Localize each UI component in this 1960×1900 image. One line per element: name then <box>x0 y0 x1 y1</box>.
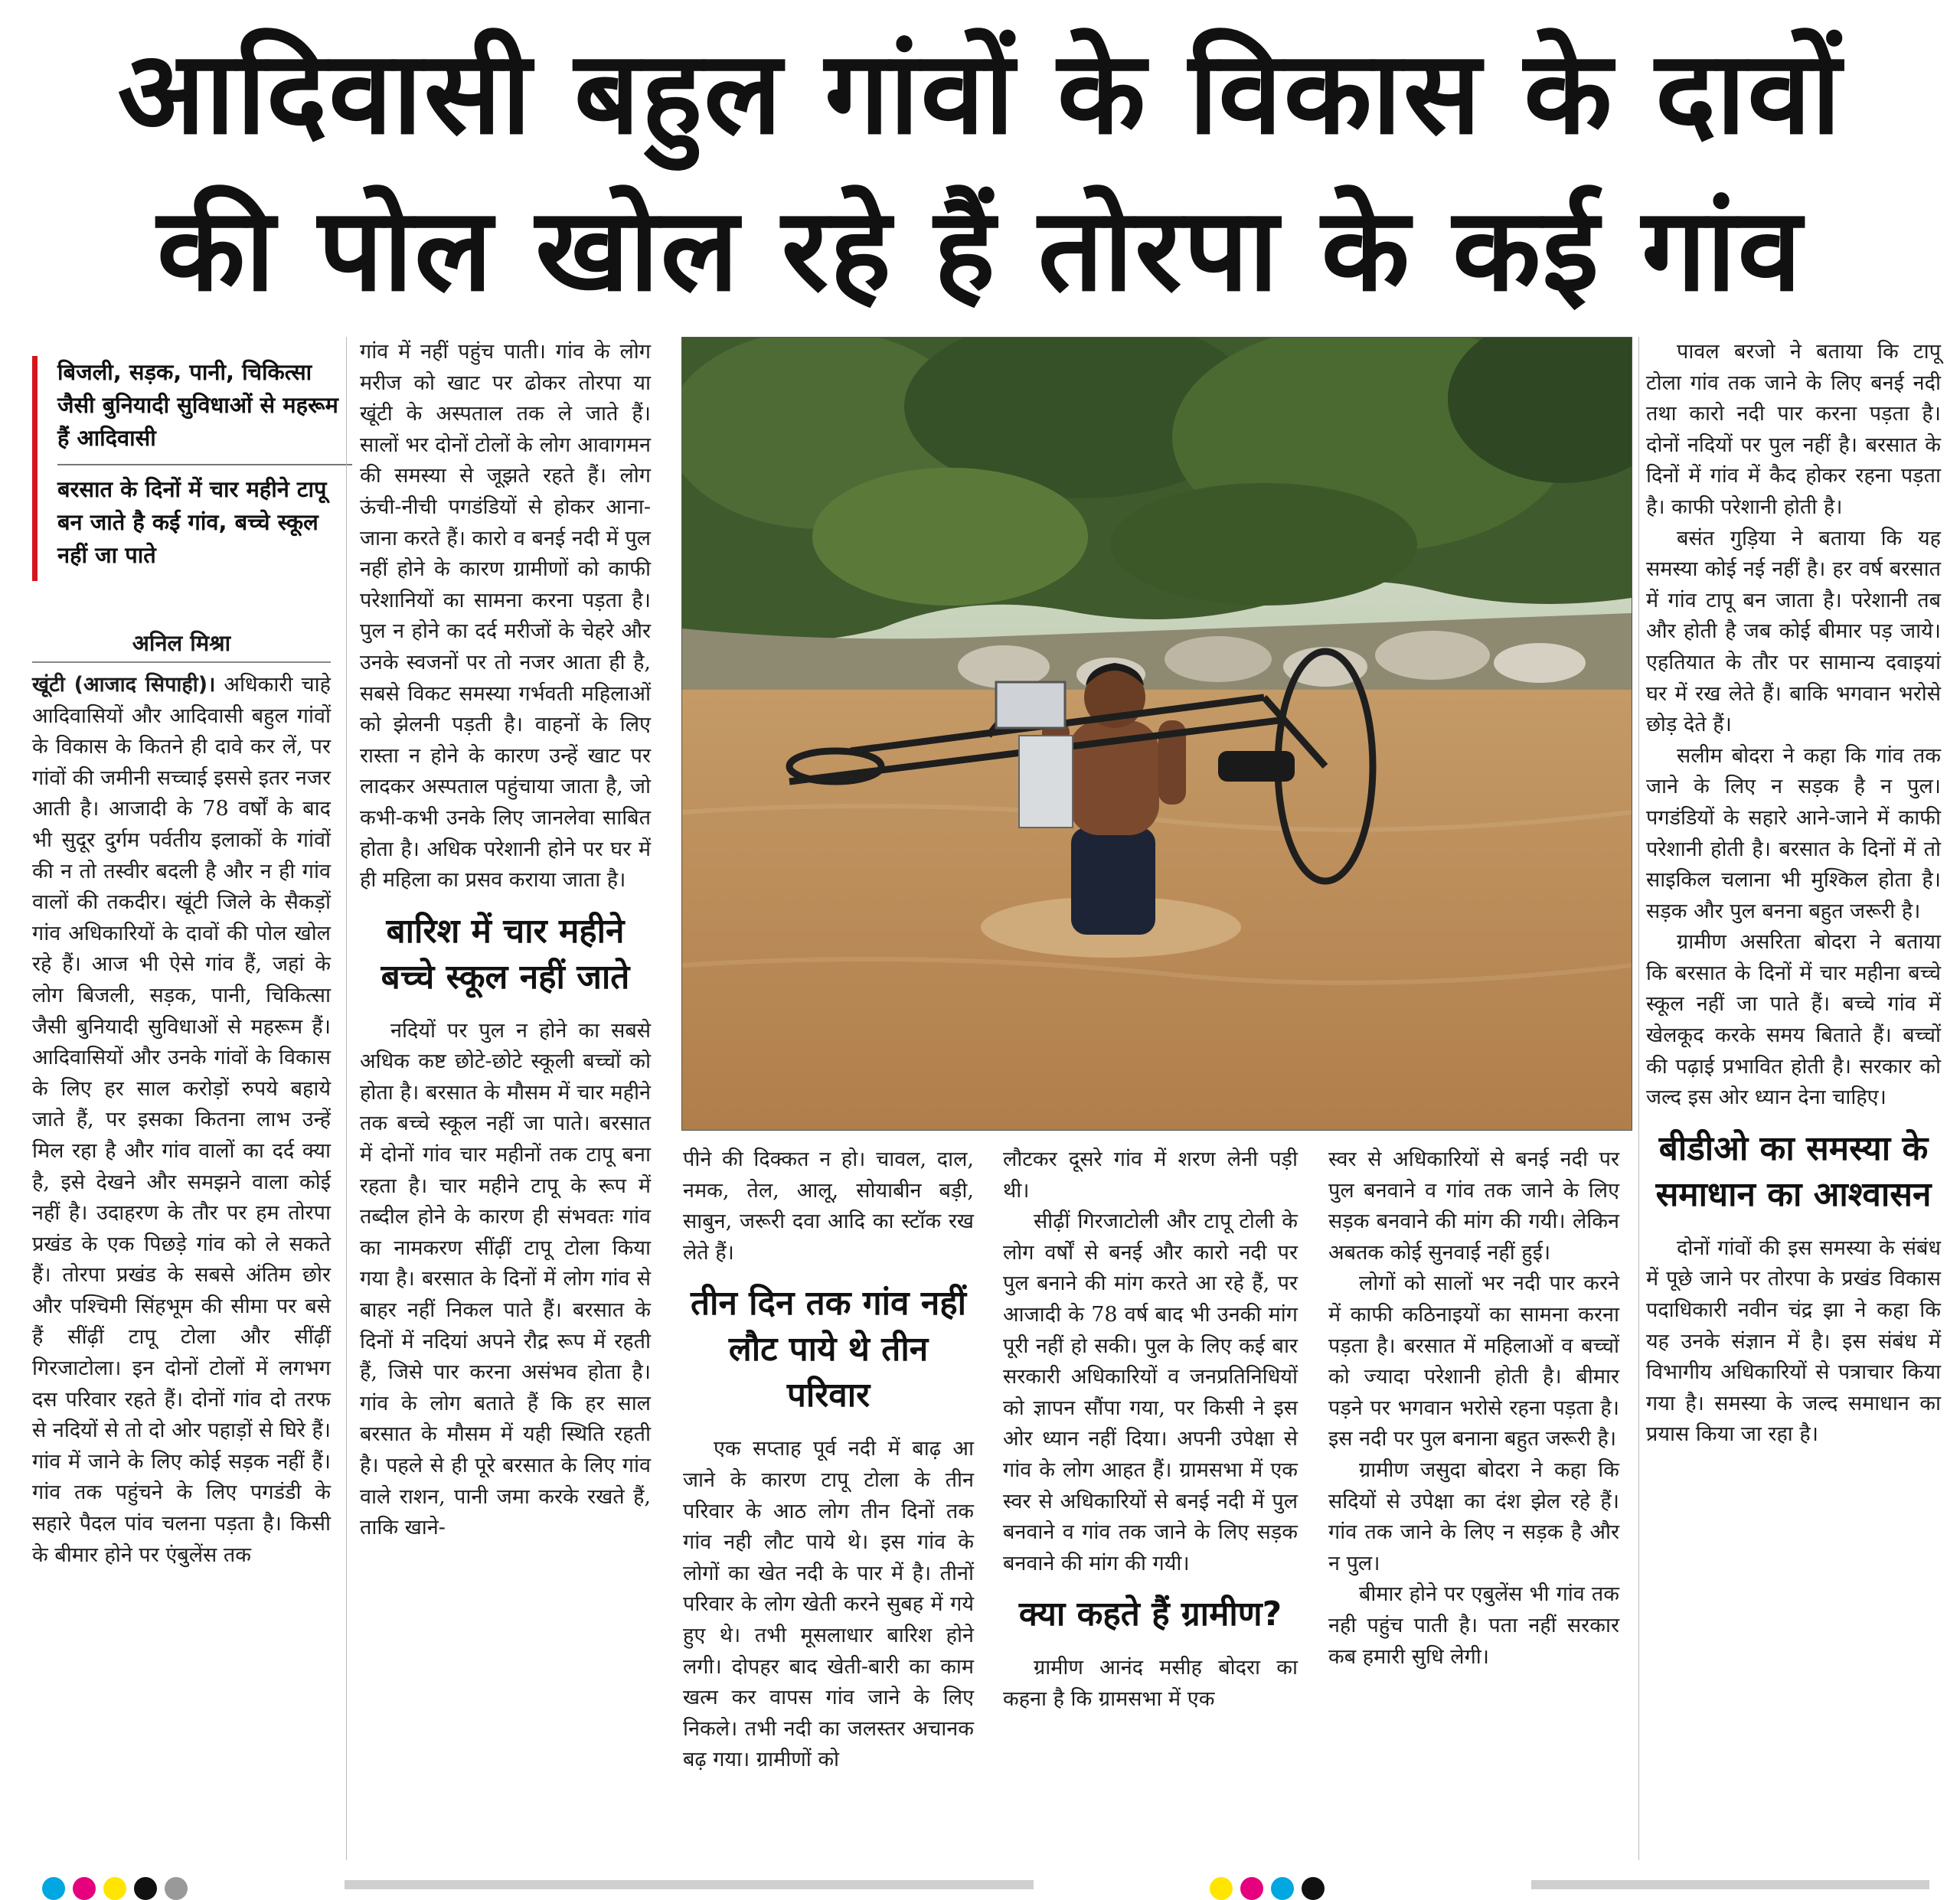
headline-line-2: की पोल खोल रहे हैं तोरपा के कई गांव <box>157 184 1803 317</box>
column-4-para-1: लौटकर दूसरे गांव में शरण लेनी पड़ी थी। <box>1003 1148 1298 1203</box>
column-3-para-1: पीने की दिक्कत न हो। चावल, दाल, नमक, तेल, आलू, सोयाबीन बड़ी, साबुन, जरूरी दवा आदि का स्टॉक रख लेते हैं। <box>683 1148 974 1265</box>
column-6-para-5: दोनों गांवों की इस समस्या के संबंध में पूछे जाने पर तोरपा के प्रखंड विकास पदाधिकारी नवीन चंद्र झा ने कहा कि यह उनके संज्ञान में है। इस संबंध में विभागीय अधिकारियों से पत्राचार किया गया है। समस्या के जल्द समाधान का प्रयास किया जा रहा है। <box>1646 1236 1941 1447</box>
registration-dot-black <box>1302 1877 1325 1900</box>
column-1 <box>32 670 331 1571</box>
highlights-box <box>32 356 352 581</box>
column-2-para-1: गांव में नहीं पहुंच पाती। गांव के लोग मरीज को खाट पर ढोकर तोरपा या खूंटी के अस्पताल तक ले जाते हैं। सालों भर दोनों टोलों के लोग आवागमन की समस्या से जूझते रहते हैं। लोग ऊंची-नीची पगडंडियों से होकर आना-जाना करते हैं। कारो व बनई नदी में पुल नहीं होने के कारण ग्रामीणों को काफी परेशानियों का सामना करना पड़ता है। पुल न होने का दर्द मरीजों के चेहरे और उनके स्वजनों पर तो नजर आता ही है, सबसे विकट समस्या गर्भवती महिलाओं को झेलनी पड़ती है। वाहनों के लिए रास्ता न होने के कारण उन्हें खाट पर लादकर अस्पताल पहुंचाया जाता है, जो कभी-कभी उनके लिए जानलेवा साबित होता है। अधिक परेशानी होने पर घर में ही महिला का प्रसव कराया जाता है। <box>360 340 651 893</box>
subhead-rain-school: बारिश में चार महीने बच्चे स्कूल नहीं जाते <box>381 911 630 997</box>
registration-dot-magenta <box>73 1877 96 1900</box>
column-5-para-1: स्वर से अधिकारियों से बनई नदी पर पुल बनवाने व गांव तक जाने के लिए सड़क बनवाने की मांग की गयी। लेकिन अबतक कोई सुनवाई नहीं हुई। <box>1328 1148 1619 1265</box>
registration-bar <box>345 1880 1034 1889</box>
headline <box>23 15 1937 329</box>
highlight-2: बरसात के दिनों में चार महीने टापू बन जाते है कई गांव, बच्चे स्कूल नहीं जा पाते <box>57 464 352 581</box>
river-crossing-illustration <box>682 338 1632 1130</box>
dateline: खूंटी (आजाद सिपाही)। <box>32 673 216 697</box>
highlight-1: बिजली, सड़क, पानी, चिकित्सा जैसी बुनियादी सुविधाओं से महरूम हैं आदिवासी <box>57 359 338 451</box>
registration-dot-grey <box>165 1877 188 1900</box>
column-6-para-1: पावल बरजो ने बताया कि टापू टोला गांव तक जाने के लिए बनई नदी तथा कारो नदी पार करना पड़ता है। दोनों नदियों पर पुल नहीं है। बरसात के दिनों में गांव में कैद होकर रहना पड़ता है। काफी परेशानी होती है। <box>1646 340 1941 519</box>
column-6-para-4: ग्रामीण असरिता बोदरा ने बताया कि बरसात के दिनों में चार महीना बच्चे स्कूल नहीं जा पाते हैं। बच्चे गांव में खेलकूद करके समय बिताते हैं। बच्चों की पढ़ाई प्रभावित होती है। सरकार को जल्द इस ओर ध्यान देना चाहिए। <box>1646 930 1941 1110</box>
column-5-para-4: बीमार होने पर एबुलेंस भी गांव तक नही पहुंच पाती है। पता नहीं सरकार कब हमारी सुधि लेगी। <box>1328 1582 1619 1669</box>
column-separator <box>1638 337 1639 1860</box>
registration-dot-cyan <box>42 1877 65 1900</box>
printer-registration-marks <box>0 1876 1960 1889</box>
byline: अनिल मिश्रा <box>132 630 231 656</box>
column-3 <box>683 1144 974 1776</box>
subhead-three-families: तीन दिन तक गांव नहीं लौट पाये थे तीन परिवार <box>690 1284 967 1415</box>
registration-dot-cyan <box>1271 1877 1294 1900</box>
column-5-para-3: ग्रामीण जसुदा बोदरा ने कहा कि सदियों से उपेक्षा का दंश झेल रहे हैं। गांव तक जाने के लिए न सड़क है और न पुल। <box>1328 1458 1619 1575</box>
column-4-para-3: ग्रामीण आनंद मसीह बोदरा का कहना है कि ग्रामसभा में एक <box>1003 1656 1298 1711</box>
registration-dot-yellow <box>1210 1877 1233 1900</box>
column-2-para-2: नदियों पर पुल न होने का सबसे अधिक कष्ट छोटे-छोटे स्कूली बच्चों को होता है। बरसात के मौसम में चार महीने तक बच्चे स्कूल नहीं जा पाते। बरसात में दोनों गांव चार महीनों तक टापू बना रहता है। चार महीने टापू के रूप में तब्दील होने के कारण ही संभवतः गांव का नामकरण सींढ़ीं टापू टोला किया गया है। बरसात के दिनों में लोग गांव से बाहर नहीं निकल पाते हैं। बरसात के दिनों में नदियां अपने रौद्र रूप में रहती हैं, जिसे पार करना असंभव होता है। गांव के लोग बताते हैं कि हर साल बरसात के मौसम में यही स्थिति रहती है। पहले से ही पूरे बरसात के लिए गांव वाले राशन, पानी जमा करके रखते हैं, ताकि खाने- <box>360 1018 651 1540</box>
registration-dot-magenta <box>1240 1877 1263 1900</box>
headline-line-1: आदिवासी बहुल गांवों के विकास के दावों <box>117 27 1843 160</box>
column-3-para-2: एक सप्ताह पूर्व नदी में बाढ़ आ जाने के कारण टापू टोला के तीन परिवार के आठ लोग तीन दिनों तक गांव नही लौट पाये थे। इस गांव के लोगों का खेत नदी के पार में है। तीनों परिवार के लोग खेती करने सुबह में गये हुए थे। तभी मूसलाधार बारिश होने लगी। दोपहर बाद खेती-बारी का काम खत्म कर वापस गांव जाने के लिए निकले। तभी नदी का जलस्तर अचानक बढ़ गया। ग्रामीणों को <box>683 1437 974 1772</box>
subhead-bdo-assurance: बीडीओ का समस्या के समाधान का आश्वासन <box>1655 1128 1932 1214</box>
byline-rule <box>32 661 331 663</box>
column-6 <box>1646 337 1941 1451</box>
registration-dot-black <box>134 1877 157 1900</box>
column-4-para-2: सीढ़ीं गिरजाटोली और टापू टोली के लोग वर्षों से बनई और कारो नदी पर पुल बनाने की मांग करते आ रहे हैं, पर आजादी के 78 वर्ष बाद भी उनकी मांग पूरी नहीं हो सकी। पुल के लिए कई बार सरकारी अधिकारियों व जनप्रतिनिधियों को ज्ञापन सौंपा गया, पर किसी ने इस ओर ध्यान नहीं दिया। अपनी उपेक्षा से गांव के लोग आहत हैं। ग्रामसभा में एक स्वर से अधिकारियों से बनई नदी में पुल बनवाने व गांव तक जाने के लिए सड़क बनवाने की मांग की गयी। <box>1003 1210 1298 1575</box>
column-5-para-2: लोगों को सालों भर नदी पार करने में काफी कठिनाइयों का सामना करना पड़ता है। बरसात में महिलाओं व बच्चों को ज्यादा परेशानी होती है। बीमार पड़ने पर भगवान भरोसे रहना पड़ता है। इस नदी पर पुल बनाना बहुत जरूरी है। <box>1328 1272 1619 1451</box>
registration-dot-yellow <box>103 1877 126 1900</box>
column-1-para-1: अधिकारी चाहे आदिवासियों और आदिवासी बहुल गांवों के विकास के कितने ही दावे कर लें, पर गांवों की जमीनी सच्चाई इससे इतर नजर आती है। आजादी के 78 वर्षों के बाद भी सुदूर दुर्गम पर्वतीय इलाकों के गांवों की न तो तस्वीर बदली है और न ही गांव वालों की तकदीर। खूंटी जिले के सैकड़ों गांव अधिकारियों के दावों की पोल खोल रहे हैं। आज भी ऐसे गांव हैं, जहां के लोग बिजली, सड़क, पानी, चिकित्सा जैसी बुनियादी सुविधाओं से महरूम हैं। आदिवासियों और उनके गांवों के विकास के लिए हर साल करोड़ों रुपये बहाये जाते हैं, पर इसका कितना लाभ उन्हें मिल रहा है और गांव वालों का दर्द क्या है, इसे देखने और समझने वाला कोई नहीं है। उदाहरण के तौर पर हम तोरपा प्रखंड के एक पिछड़े गांव को ले सकते हैं। तोरपा प्रखंड के सबसे अंतिम छोर और पश्चिमी सिंहभूम की सीमा पर बसे हैं सींढ़ीं टापू टोला और सींढ़ीं गिरजाटोला। इन दोनों टोलों में लगभग दस परिवार रहते हैं। दोनों गांव दो तरफ से नदियों से तो दो ओर पहाड़ों से घिरे हैं। गांव में जाने के लिए कोई सड़क नहीं हैं। गांव तक पहुंचने के लिए पगडंडी के सहारे पैदल पांव चलना पड़ता है। किसी के बीमार होने पर एंबुलेंस तक <box>32 673 332 1567</box>
subhead-villagers-say: क्या कहते हैं ग्रामीण? <box>1018 1595 1282 1634</box>
column-separator <box>346 337 347 1860</box>
column-6-para-3: सलीम बोदरा ने कहा कि गांव तक जाने के लिए न सड़क है न पुल। पगडंडियों के सहारे आने-जाने में काफी परेशानी होती है। बरसात के दिनों में तो साइकिल चलाना भी मुश्किल होता है। सड़क और पुल बनना बहुत जरूरी है। <box>1646 743 1941 923</box>
news-photo-river-crossing <box>681 337 1632 1131</box>
registration-bar <box>1531 1880 1929 1889</box>
column-5 <box>1328 1144 1619 1673</box>
column-2 <box>360 337 651 1544</box>
column-4 <box>1003 1144 1298 1716</box>
column-6-para-2: बसंत गुड़िया ने बताया कि यह समस्या कोई नई नहीं है। हर वर्ष बरसात में गांव टापू बन जाता है। परेशानी तब और होती है जब कोई बीमार पड़ जाये। एहतियात के तौर पर सामान्य दवाइयां घर में रख लेते हैं। बाकि भगवान भरोसे छोड़ देते हैं। <box>1646 526 1941 737</box>
